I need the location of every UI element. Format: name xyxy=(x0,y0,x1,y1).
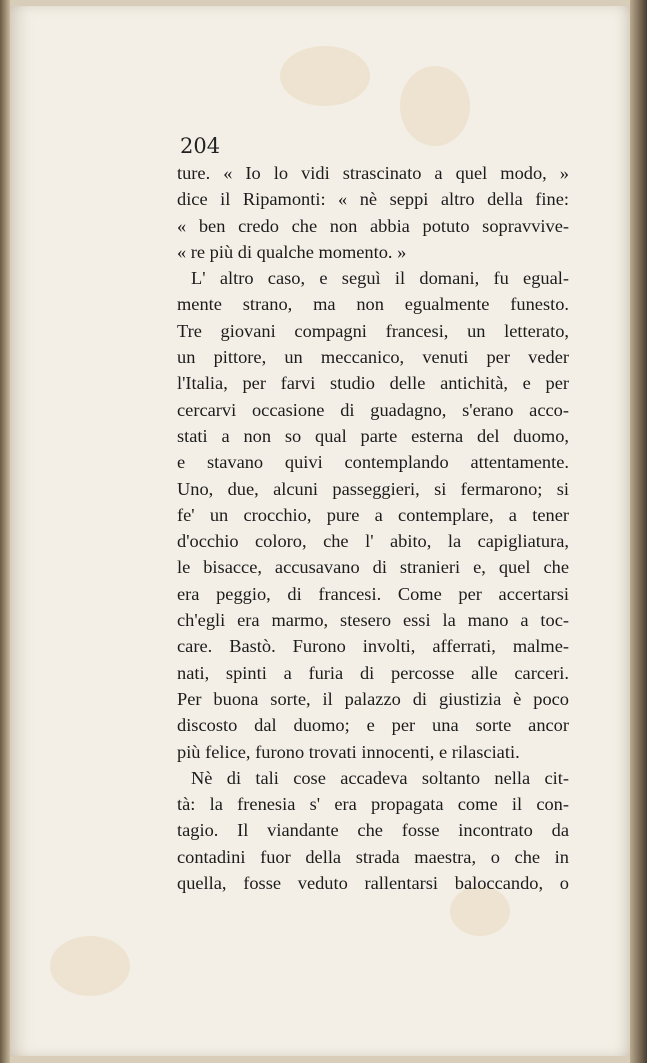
left-page-edge xyxy=(0,0,10,1063)
body-text xyxy=(177,160,569,896)
book-spine xyxy=(630,0,647,1063)
text-line: discosto dal duomo; e per una sorte ancor xyxy=(177,715,569,736)
text-line: « re più di qualche momento. » xyxy=(177,241,407,262)
text-line: fe' un crocchio, pure a contemplare, a tener xyxy=(177,504,569,525)
text-line: un pittore, un meccanico, venuti per veder xyxy=(177,347,569,368)
text-line: ch'egli era marmo, stesero essi la mano a toc- xyxy=(177,610,569,631)
text-line: era peggio, di francesi. Come per accertarsi xyxy=(177,583,569,604)
text-line: dice il Ripamonti: « nè seppi altro della fine: xyxy=(177,189,569,210)
text-line: Uno, due, alcuni passeggieri, si fermarono; si xyxy=(177,478,569,499)
text-line: ture. « Io lo vidi strascinato a quel modo, » xyxy=(177,163,569,183)
text-line: tà: la frenesia s' era propagata come il con- xyxy=(177,794,569,815)
text-line: Tre giovani compagni francesi, un letterato, xyxy=(177,320,569,341)
page-number: 204 xyxy=(180,134,221,158)
text-line: l'Italia, per farvi studio delle antichità, e per xyxy=(177,373,569,394)
text-line: Per buona sorte, il palazzo di giustizia è poco xyxy=(177,688,569,709)
text-line: quella, fosse veduto rallentarsi baloccando, o xyxy=(177,873,569,894)
text-line: care. Bastò. Furono involti, afferrati, malme- xyxy=(177,636,569,657)
text-line: tagio. Il viandante che fosse incontrato da xyxy=(177,820,569,841)
text-line: stati a non so qual parte esterna del duomo, xyxy=(177,425,569,446)
paper-stain xyxy=(400,66,470,146)
text-line: più felice, furono trovati innocenti, e rilasciati. xyxy=(177,741,520,762)
text-line: d'occhio coloro, che l' abito, la capigliatura, xyxy=(177,531,569,552)
text-line: mente strano, ma non egualmente funesto. xyxy=(177,294,569,315)
paper-stain xyxy=(50,936,130,996)
text-line: le bisacce, accusavano di stranieri e, quel che xyxy=(177,557,569,578)
text-line: nati, spinti a furia di percosse alle carceri. xyxy=(177,662,569,683)
text-line: « ben credo che non abbia potuto sopravvive- xyxy=(177,215,569,236)
text-line: L' altro caso, e seguì il domani, fu egual- xyxy=(191,268,569,289)
text-line: cercarvi occasione di guadagno, s'erano acco- xyxy=(177,399,569,420)
text-line: contadini fuor della strada maestra, o che in xyxy=(177,846,569,867)
paper-stain xyxy=(280,46,370,106)
text-line: e stavano quivi contemplando attentamente. xyxy=(177,452,569,473)
text-line: Nè di tali cose accadeva soltanto nella cit- xyxy=(191,767,569,788)
